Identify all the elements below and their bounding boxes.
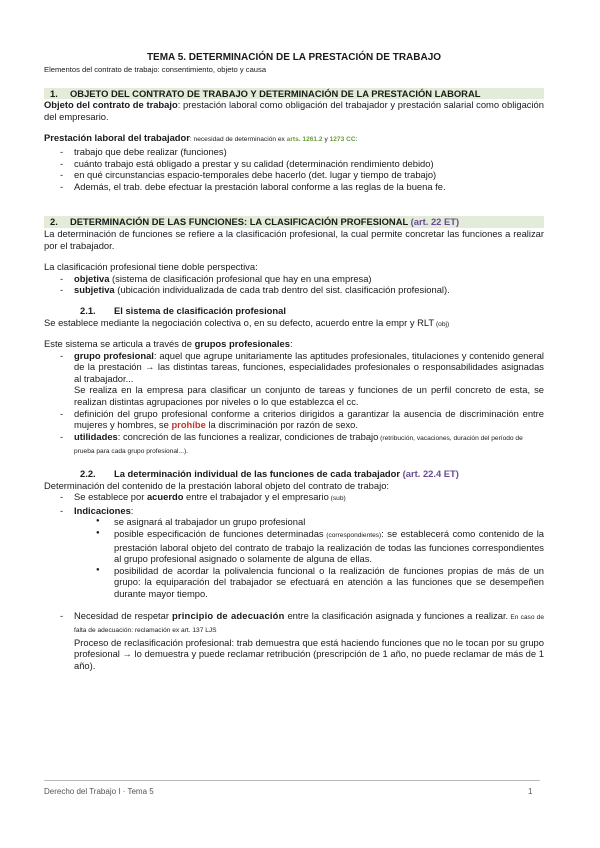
- subsection-title: El sistema de clasificación profesional: [114, 304, 286, 316]
- item-text: Se establece por: [74, 491, 147, 503]
- paragraph-funciones: La determinación de funciones se refiere a la clasificación profesional, la cual permite concretar las funciones a realizar por el trabajador.: [44, 227, 544, 251]
- section-number: 1.: [50, 87, 58, 99]
- term: Indicaciones: [74, 504, 131, 516]
- footer-divider: [44, 780, 540, 781]
- paragraph-text: : prestación laboral como obligación del trabajador y prestación salarial como obligación del empresario.: [44, 99, 544, 122]
- paragraph-determinacion: Determinación del contenido de la prestación laboral objeto del contrato de trabajo:: [44, 479, 390, 491]
- list-item: [60, 491, 544, 505]
- small-note: (sub): [328, 495, 346, 503]
- subsection-2-2-heading: [44, 468, 544, 480]
- connector-text: y: [322, 136, 330, 144]
- small-note: (obj): [434, 320, 450, 328]
- item-text: : se establecerá como contenido de la prestación laboral objeto del contrato de trabajo la realización de todas las funciones correspondientes al grupo profesional asignado o solamente de alguna de ellas.: [114, 528, 544, 565]
- paragraph-text: Este sistema se articula a través de: [44, 338, 195, 350]
- term: subjetiva: [74, 284, 115, 296]
- legal-ref: 1273 CC: [329, 136, 356, 144]
- list-item: [60, 350, 544, 408]
- determinacion-list: [44, 491, 544, 599]
- paragraph-grupos: [44, 338, 544, 350]
- term: utilidades: [74, 430, 118, 442]
- term: objetiva: [74, 272, 110, 284]
- subsection-2-1-heading: [44, 305, 544, 317]
- list-item: [60, 610, 544, 672]
- item-text: posible especificación de funciones determinadas: [114, 528, 324, 539]
- subsection-number: 2.2.: [80, 468, 96, 480]
- punctuation: :: [289, 338, 293, 350]
- item-text: definición del grupo profesional conforme a criterios dirigidos a garantizar la ausencia de discriminación entre mujeres y hombres, se: [74, 407, 544, 431]
- indicaciones-list: [74, 516, 544, 599]
- adecuacion-list: [44, 610, 544, 672]
- perspectiva-list: [44, 273, 544, 296]
- list-item: [60, 284, 544, 296]
- section-2-heading: [44, 216, 544, 228]
- footer-text: Derecho del Trabajo I · Tema 5: [44, 787, 154, 796]
- item-text: Necesidad de respetar: [74, 609, 172, 621]
- term: grupo profesional: [74, 349, 154, 361]
- punctuation: :: [130, 504, 134, 516]
- small-note: (retribución, vacaciones, duración del período de prueba para cada grupo profesional...).: [74, 434, 523, 456]
- bullet-item: ● se asignará al trabajador un grupo profesional: [96, 516, 544, 528]
- item-text: : aquel que agrupe unitariamente las aptitudes profesionales, titulaciones y contenido general de la prestación → las distintas tareas, funciones, especialidades profesionales o responsabilidades asignadas al trabajador...: [74, 349, 544, 384]
- list-item: - trabajo que debe realizar (funciones): [60, 146, 544, 158]
- section-number: 2.: [50, 216, 58, 228]
- subsection-title: La determinación individual de las funciones de cada trabajador: [114, 468, 401, 480]
- item-text: entre la clasificación asignada y funciones a realizar.: [284, 609, 509, 621]
- list-item: [60, 431, 544, 458]
- paragraph-prestacion: [44, 132, 544, 146]
- paragraph-small-text: : necesidad de determinación ex: [189, 136, 287, 144]
- list-item: - cuánto trabajo está obligado a prestar y su calidad (determinación rendimiento debido): [60, 158, 544, 170]
- list-item: - en qué circunstancias espacio-temporales debe hacerlo (det. lugar y tiempo de trabajo): [60, 169, 544, 181]
- small-note: (correspondientes): [323, 532, 382, 539]
- legal-ref: (art. 22.4 ET): [402, 468, 459, 480]
- prestacion-list: [44, 146, 544, 192]
- item-text: (ubicación individualizada de cada trab dentro del sist. clasificación profesional).: [114, 284, 450, 296]
- item-text: la discriminación por razón de sexo.: [205, 419, 358, 431]
- section-title: OBJETO DEL CONTRATO DE TRABAJO Y DETERMINACIÓN DE LA PRESTACIÓN LABORAL: [70, 87, 481, 99]
- legal-ref: arts. 1261.2: [286, 136, 323, 144]
- term-objeto: Objeto del contrato de trabajo: [44, 99, 178, 111]
- list-item: [60, 505, 544, 600]
- subsection-number: 2.1.: [80, 304, 96, 316]
- section-title: DETERMINACIÓN DE LAS FUNCIONES: LA CLASIFICACIÓN PROFESIONAL: [70, 216, 409, 228]
- bullet-item: ● posibilidad de acordar la polivalencia funcional o la realización de funciones propias de más de un grupo: la equiparación del trabajador se efectuará en atención a las funciones que se desempeñen durante mayor tiempo.: [96, 565, 544, 600]
- term: acuerdo: [146, 491, 184, 503]
- term: principio de adecuación: [171, 609, 285, 621]
- paragraph-objeto: [44, 99, 544, 122]
- small-note: En caso de falta de adecuación: reclamación ex art. 137 LJS: [74, 613, 544, 635]
- item-text: : concreción de las funciones a realizar, condiciones de trabajo: [117, 430, 379, 442]
- list-item: [60, 273, 544, 285]
- bullet-item: [96, 528, 544, 565]
- highlight-word: prohíbe: [171, 419, 206, 431]
- grupos-list: [44, 350, 544, 458]
- paragraph-perspectiva: La clasificación profesional tiene doble perspectiva:: [44, 261, 258, 273]
- legal-ref: (art. 22 ET): [410, 216, 460, 228]
- item-text: entre el trabajador y el empresario: [183, 491, 329, 503]
- punctuation: :: [355, 136, 358, 144]
- list-item: - Además, el trab. debe efectuar la prestación laboral conforme a las reglas de la buena fe.: [60, 181, 544, 193]
- document-subtitle: Elementos del contrato de trabajo: consentimiento, objeto y causa: [44, 64, 267, 74]
- item-text: (sistema de clasificación profesional que hay en una empresa): [109, 272, 372, 284]
- page-number: 1: [528, 787, 533, 796]
- document-page: [44, 52, 544, 672]
- term-prestacion: Prestación laboral del trabajador: [44, 132, 190, 144]
- term: grupos profesionales: [194, 338, 290, 350]
- list-item: [60, 408, 544, 431]
- section-1-heading: [44, 88, 544, 100]
- item-continuation: Proceso de reclasificación profesional: trab demuestra que está haciendo funciones que no le tocan por su grupo profesional → lo demuestra y puede reclamar retribución (prescripción de 1 año, no puede reclamar de más de 1 año).: [74, 636, 544, 671]
- document-title: TEMA 5. DETERMINACIÓN DE LA PRESTACIÓN DE TRABAJO: [146, 52, 442, 63]
- item-continuation: Se realiza en la empresa para clasificar un conjunto de tareas y funciones de un perfil concreto de esta, se realizan distintas agrupaciones por niveles o lo que establezca el cc.: [74, 384, 544, 408]
- paragraph-sistema: [44, 317, 544, 331]
- paragraph-text: Se establece mediante la negociación colectiva o, en su defecto, acuerdo entre la empr y RLT: [44, 316, 435, 328]
